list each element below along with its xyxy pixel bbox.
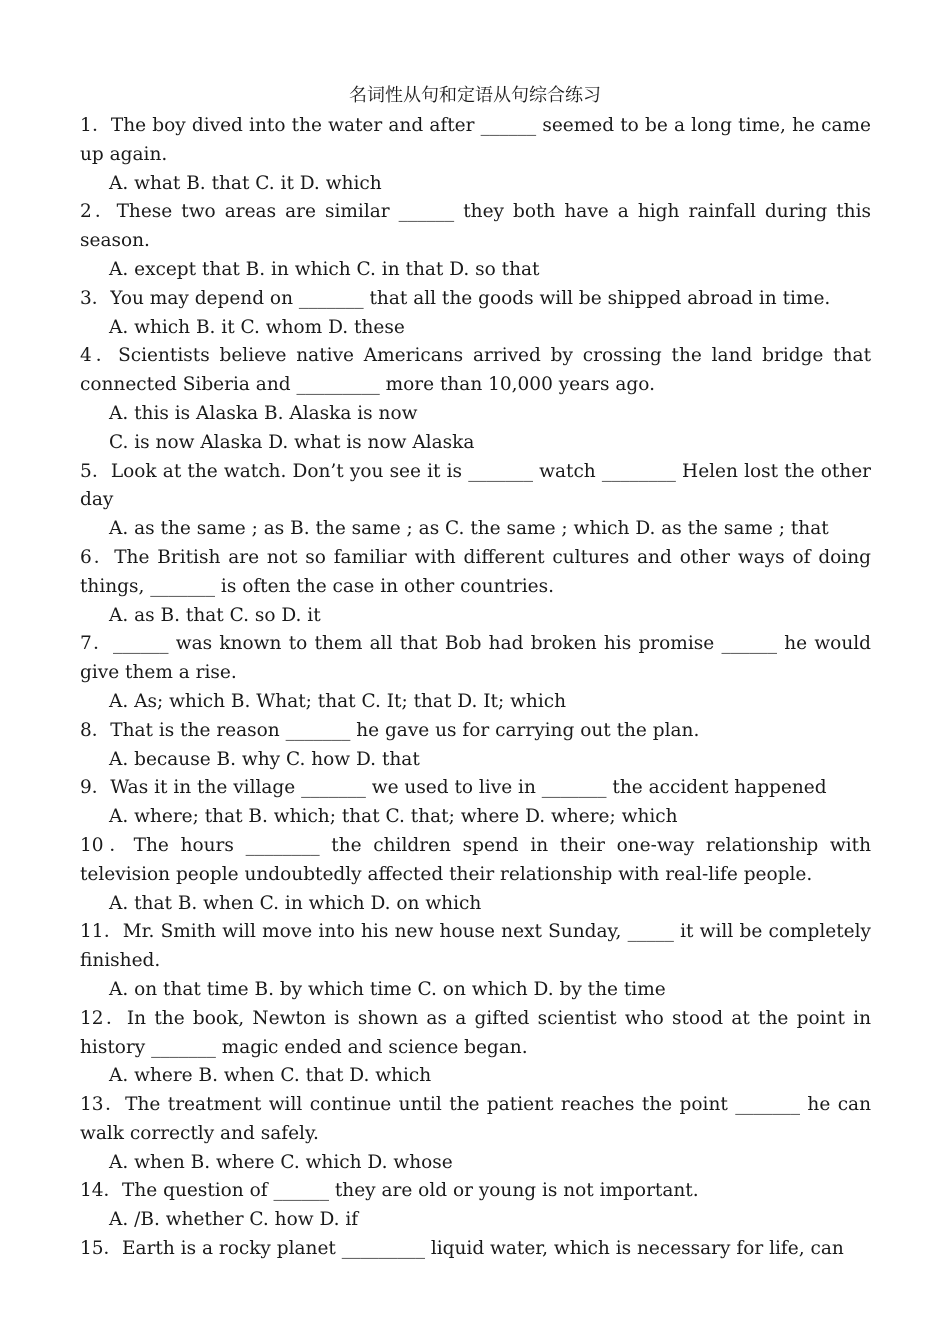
answer-options: A. As; which B. What; that C. It; that D. It; which: [109, 690, 567, 712]
question-15: [80, 1235, 871, 1264]
question-5: [80, 458, 871, 544]
question-list: [80, 112, 871, 1264]
question-stem: 15．Earth is a rocky planet _________ liquid water, which is necessary for life, can: [80, 1238, 844, 1260]
answer-options: A. that B. when C. in which D. on which: [109, 892, 482, 914]
question-stem: 6．The British are not so familiar with different cultures and other ways of doing things, _______ is often the case in other countries.: [80, 546, 871, 597]
answer-options: A. which B. it C. whom D. these: [109, 316, 405, 338]
question-13: [80, 1091, 871, 1177]
question-4: [80, 342, 871, 457]
question-11: [80, 918, 871, 1004]
answer-options: C. is now Alaska D. what is now Alaska: [109, 431, 475, 453]
answer-options: A. this is Alaska B. Alaska is now: [109, 402, 418, 424]
question-stem: 11．Mr. Smith will move into his new house next Sunday, _____ it will be completely finished.: [80, 921, 871, 972]
question-7: [80, 630, 871, 716]
question-stem: 2．These two areas are similar ______ they both have a high rainfall during this season.: [80, 201, 871, 252]
answer-options: A. /B. whether C. how D. if: [109, 1209, 359, 1231]
question-8: [80, 717, 871, 775]
answer-options: A. because B. why C. how D. that: [109, 748, 420, 770]
question-stem: 1．The boy dived into the water and after ______ seemed to be a long time, he came up again.: [80, 115, 871, 165]
question-stem: 3．You may depend on _______ that all the goods will be shipped abroad in time.: [80, 287, 831, 309]
answer-options: A. what B. that C. it D. which: [109, 172, 382, 194]
question-2: [80, 198, 871, 284]
document-title: 名词性从句和定语从句综合练习: [349, 85, 601, 106]
answer-options: A. as B. that C. so D. it: [109, 604, 321, 626]
question-stem: 14．The question of ______ they are old or young is not important.: [80, 1180, 699, 1202]
question-14: [80, 1177, 871, 1235]
question-3: [80, 285, 871, 343]
question-10: [80, 832, 871, 918]
question-stem: 7．______ was known to them all that Bob had broken his promise ______ he would give them a rise.: [80, 633, 871, 684]
answer-options: A. where B. when C. that D. which: [109, 1065, 432, 1087]
answer-options: A. except that B. in which C. in that D. so that: [109, 258, 540, 280]
question-6: [80, 544, 871, 630]
question-stem: 10．The hours ________ the children spend in their one-way relationship with television people undoubtedly affected their relationship with real-life people.: [80, 834, 871, 885]
question-stem: 9．Was it in the village _______ we used to live in _______ the accident happened: [80, 777, 827, 799]
question-stem: 4．Scientists believe native Americans arrived by crossing the land bridge that connected Siberia and _________ more than 10,000 years ago.: [80, 345, 871, 396]
answer-options: A. where; that B. which; that C. that; where D. where; which: [109, 806, 678, 828]
question-stem: 8．That is the reason _______ he gave us for carrying out the plan.: [80, 719, 700, 741]
question-1: [80, 112, 871, 198]
answer-options: A. as the same ; as B. the same ; as C. the same ; which D. as the same ; that: [109, 518, 829, 540]
question-9: [80, 774, 871, 832]
question-12: [80, 1005, 871, 1091]
answer-options: A. when B. where C. which D. whose: [109, 1151, 453, 1173]
question-stem: 12．In the book, Newton is shown as a gifted scientist who stood at the point in history _______ magic ended and science began.: [80, 1007, 871, 1058]
answer-options: A. on that time B. by which time C. on which D. by the time: [109, 978, 666, 1000]
question-stem: 5．Look at the watch. Don’t you see it is _______ watch ________ Helen lost the other day: [80, 460, 871, 511]
question-stem: 13．The treatment will continue until the patient reaches the point _______ he can walk correctly and safely.: [80, 1094, 871, 1144]
